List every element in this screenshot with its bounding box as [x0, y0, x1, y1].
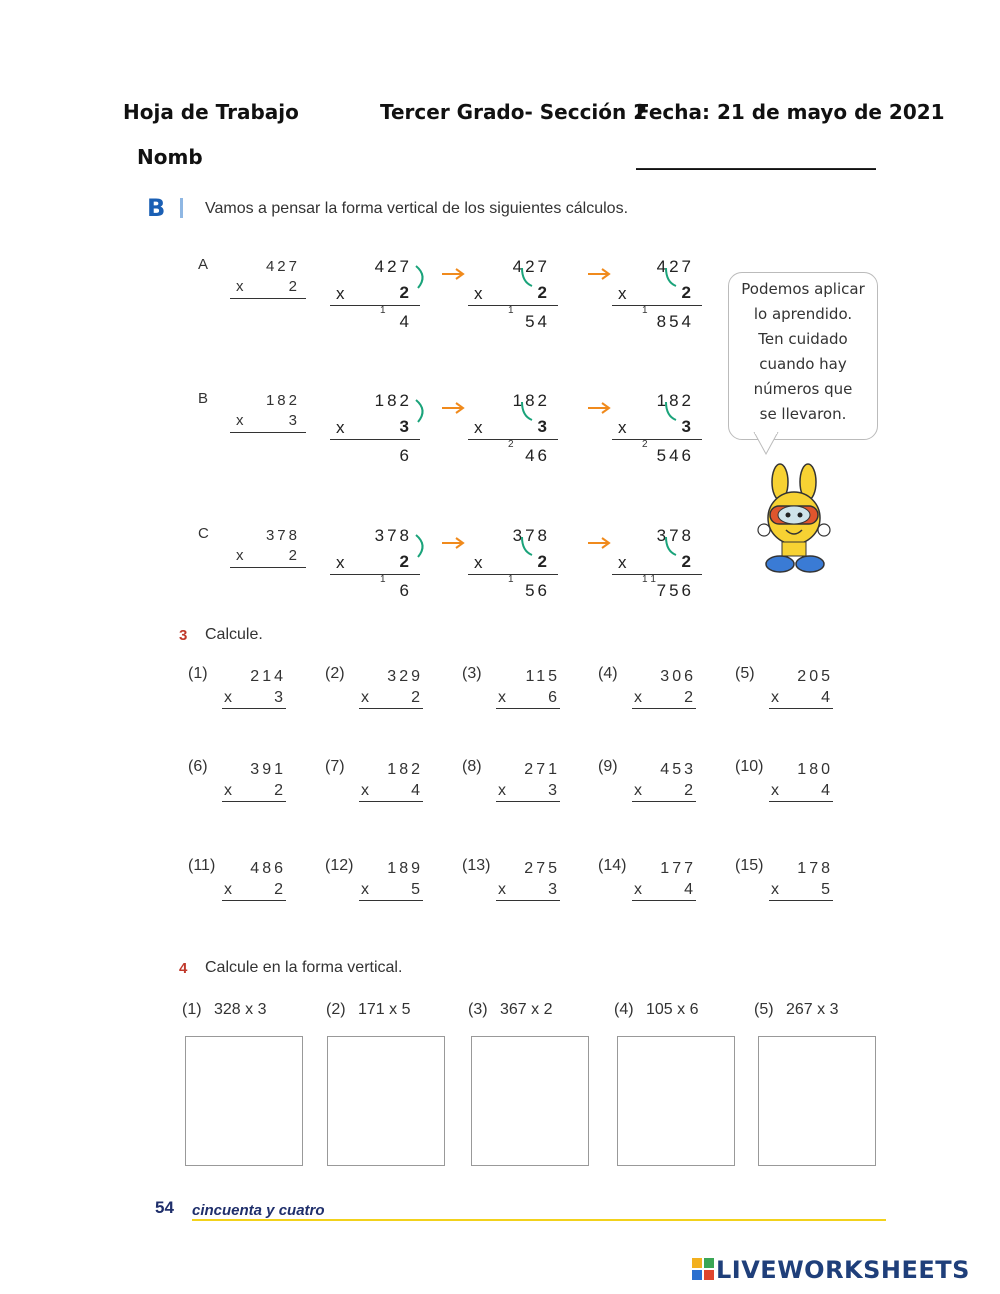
section-4-number: 4 — [179, 960, 188, 977]
x-sign: x — [361, 689, 369, 706]
example-underline — [230, 567, 306, 568]
x-sign: x — [618, 418, 627, 437]
answer-box[interactable] — [758, 1036, 876, 1166]
example-label: C — [198, 525, 209, 542]
problem-label: (4) — [598, 665, 618, 682]
problem-multiplier: 6 — [548, 689, 560, 706]
x-sign: x — [236, 278, 244, 295]
step-underline — [330, 574, 420, 575]
calc-problem — [188, 665, 298, 715]
problem-label: (12) — [325, 857, 354, 874]
problem-label: (1) — [188, 665, 208, 682]
step-multiplier: 2 — [537, 552, 550, 571]
footer-line — [192, 1219, 886, 1221]
calc-problem — [598, 857, 708, 907]
step-multiplier: 3 — [399, 417, 412, 436]
calc-problem — [462, 665, 572, 715]
step-multiplier: 2 — [537, 283, 550, 302]
problem-label: (2) — [325, 665, 345, 682]
bubble-line: Podemos aplicar — [741, 280, 865, 298]
carry-arrow-icon — [412, 531, 434, 561]
name-line[interactable]: ________________________ — [636, 146, 876, 170]
carry-digit: 1 1 — [642, 574, 656, 585]
bubble-line: Ten cuidado — [758, 330, 848, 348]
problem-multiplier: 3 — [274, 689, 286, 706]
problem-label: (15) — [735, 857, 764, 874]
x-sign: x — [224, 782, 232, 799]
next-step-arrow-icon — [586, 402, 616, 414]
problem-top-number: 391 — [250, 761, 286, 778]
problem-multiplier: 2 — [684, 782, 696, 799]
problem-multiplier: 2 — [684, 689, 696, 706]
problem-top-number: 486 — [250, 860, 286, 877]
step-result: 4 — [399, 312, 412, 331]
problem-multiplier: 2 — [274, 782, 286, 799]
step-multiplier: 2 — [681, 283, 694, 302]
x-sign: x — [498, 782, 506, 799]
problem-multiplier: 2 — [411, 689, 423, 706]
example-label: B — [198, 390, 209, 407]
calc-problem — [188, 758, 298, 808]
carry-arrow-icon — [516, 396, 538, 426]
x-sign: x — [771, 881, 779, 898]
problem-multiplier: 4 — [684, 881, 696, 898]
problem-label: (13) — [462, 857, 491, 874]
problem-top-number: 180 — [797, 761, 833, 778]
problem-underline — [769, 708, 833, 709]
x-sign: x — [336, 418, 345, 437]
problem-multiplier: 4 — [821, 689, 833, 706]
problem-top-number: 189 — [387, 860, 423, 877]
problem-multiplier: 2 — [274, 881, 286, 898]
step-top-number: 182 — [374, 391, 412, 410]
bubble-tail — [752, 432, 782, 458]
calc-problem — [735, 758, 845, 808]
carry-arrow-icon — [412, 262, 434, 292]
step-top-number: 182 — [512, 391, 550, 410]
x-sign: x — [498, 881, 506, 898]
step-top-number: 378 — [512, 526, 550, 545]
carry-arrow-icon — [412, 396, 434, 426]
calc-problem — [735, 665, 845, 715]
problem-top-number: 306 — [660, 668, 696, 685]
example-top-number: 378 — [265, 527, 300, 544]
section-b-instruction: Vamos a pensar la forma vertical de los siguientes cálculos. — [205, 200, 629, 217]
x-sign: x — [771, 689, 779, 706]
page-number: 54 — [155, 1198, 174, 1217]
problem-underline — [496, 801, 560, 802]
bubble-line: cuando hay — [759, 355, 847, 373]
step-result: 46 — [525, 446, 550, 465]
section-4-instruction: Calcule en la forma vertical. — [205, 959, 403, 976]
step-top-number: 378 — [656, 526, 694, 545]
problem-underline — [632, 708, 696, 709]
bubble-line: se llevaron. — [759, 405, 847, 423]
problem-top-number: 271 — [524, 761, 560, 778]
example-multiplier: 3 — [288, 412, 300, 429]
problem-top-number: 115 — [525, 668, 560, 685]
date: Fecha: 21 de mayo de 2021 — [636, 100, 945, 124]
step-result: 546 — [656, 446, 694, 465]
problem-expression: 328 x 3 — [214, 1001, 267, 1018]
carry-digit: 2 — [642, 439, 648, 450]
problem-label: (1) — [182, 1001, 202, 1018]
calc-problem — [735, 857, 845, 907]
answer-box[interactable] — [617, 1036, 735, 1166]
problem-underline — [222, 900, 286, 901]
example-label: A — [198, 256, 209, 273]
example-top-number: 427 — [265, 258, 300, 275]
section-3-instruction: Calcule. — [205, 626, 263, 643]
x-sign: x — [634, 689, 642, 706]
next-step-arrow-icon — [440, 537, 470, 549]
problem-top-number: 205 — [797, 668, 833, 685]
x-sign: x — [224, 881, 232, 898]
section-3-number: 3 — [179, 627, 188, 644]
x-sign: x — [474, 284, 483, 303]
x-sign: x — [474, 418, 483, 437]
example-underline — [230, 298, 306, 299]
worksheet-title: Hoja de Trabajo — [123, 100, 299, 124]
section-b-letter: B — [147, 194, 166, 222]
problem-label: (5) — [754, 1001, 774, 1018]
calc-problem — [598, 758, 708, 808]
step-result: 6 — [399, 581, 412, 600]
next-step-arrow-icon — [586, 268, 616, 280]
carry-digit: 1 — [508, 574, 514, 585]
problem-label: (11) — [188, 857, 216, 874]
problem-underline — [222, 708, 286, 709]
calc-problem — [325, 857, 435, 907]
carry-arrow-icon — [516, 262, 538, 292]
carry-arrow-icon — [516, 531, 538, 561]
hint-speech-bubble — [728, 272, 878, 440]
problem-multiplier: 4 — [821, 782, 833, 799]
calc-problem — [325, 758, 435, 808]
step-top-number: 427 — [374, 257, 412, 276]
problem-label: (7) — [325, 758, 345, 775]
x-sign: x — [224, 689, 232, 706]
next-step-arrow-icon — [586, 537, 616, 549]
step-multiplier: 3 — [537, 417, 550, 436]
problem-top-number: 453 — [660, 761, 696, 778]
mascot-character-icon — [752, 460, 836, 580]
problem-label: (2) — [326, 1001, 346, 1018]
problem-underline — [769, 801, 833, 802]
problem-label: (3) — [468, 1001, 488, 1018]
x-sign: x — [336, 284, 345, 303]
step-multiplier: 2 — [399, 283, 412, 302]
x-sign: x — [618, 553, 627, 572]
step-result: 854 — [656, 312, 694, 331]
problem-label: (4) — [614, 1001, 634, 1018]
calc-problem — [462, 857, 572, 907]
problem-multiplier: 4 — [411, 782, 423, 799]
problem-top-number: 214 — [250, 668, 286, 685]
carry-digit: 1 — [508, 305, 514, 316]
problem-top-number: 182 — [387, 761, 423, 778]
calc-problem — [598, 665, 708, 715]
problem-underline — [359, 801, 423, 802]
x-sign: x — [498, 689, 506, 706]
problem-label: (8) — [462, 758, 482, 775]
problem-multiplier: 3 — [548, 881, 560, 898]
calc-problem — [462, 758, 572, 808]
problem-underline — [632, 801, 696, 802]
problem-multiplier: 3 — [548, 782, 560, 799]
step-multiplier: 2 — [681, 552, 694, 571]
step-top-number: 427 — [656, 257, 694, 276]
next-step-arrow-icon — [440, 402, 470, 414]
x-sign: x — [771, 782, 779, 799]
problem-label: (9) — [598, 758, 618, 775]
carry-digit: 1 — [380, 574, 386, 585]
calc-problem — [325, 665, 435, 715]
step-result: 756 — [656, 581, 694, 600]
problem-underline — [769, 900, 833, 901]
step-top-number: 427 — [512, 257, 550, 276]
step-multiplier: 3 — [681, 417, 694, 436]
problem-top-number: 329 — [387, 668, 423, 685]
x-sign: x — [634, 782, 642, 799]
carry-digit: 1 — [380, 305, 386, 316]
problem-expression: 105 x 6 — [646, 1001, 699, 1018]
problem-underline — [222, 801, 286, 802]
step-result: 54 — [525, 312, 550, 331]
problem-underline — [359, 900, 423, 901]
example-top-number: 182 — [265, 392, 300, 409]
carry-arrow-icon — [660, 262, 682, 292]
x-sign: x — [361, 782, 369, 799]
carry-arrow-icon — [660, 396, 682, 426]
step-underline — [612, 574, 702, 575]
x-sign: x — [361, 881, 369, 898]
problem-multiplier: 5 — [411, 881, 423, 898]
carry-arrow-icon — [660, 531, 682, 561]
problem-label: (6) — [188, 758, 208, 775]
x-sign: x — [618, 284, 627, 303]
step-underline — [612, 439, 702, 440]
step-multiplier: 2 — [399, 552, 412, 571]
name-label: Nomb — [137, 145, 203, 169]
example-multiplier: 2 — [288, 547, 300, 564]
x-sign: x — [236, 412, 244, 429]
x-sign: x — [634, 881, 642, 898]
problem-expression: 171 x 5 — [358, 1001, 411, 1018]
answer-box[interactable] — [471, 1036, 589, 1166]
bubble-line: números que — [753, 380, 853, 398]
page-number-words: cincuenta y cuatro — [192, 1202, 325, 1219]
problem-top-number: 178 — [797, 860, 833, 877]
section-b-divider — [180, 198, 183, 218]
problem-underline — [632, 900, 696, 901]
carry-digit: 1 — [642, 305, 648, 316]
problem-underline — [496, 708, 560, 709]
example-multiplier: 2 — [288, 278, 300, 295]
answer-box[interactable] — [327, 1036, 445, 1166]
next-step-arrow-icon — [440, 268, 470, 280]
answer-box[interactable] — [185, 1036, 303, 1166]
step-top-number: 182 — [656, 391, 694, 410]
problem-top-number: 177 — [660, 860, 696, 877]
x-sign: x — [474, 553, 483, 572]
grade-section: Tercer Grado- Sección 2 — [380, 100, 648, 124]
step-top-number: 378 — [374, 526, 412, 545]
problem-label: (5) — [735, 665, 755, 682]
x-sign: x — [336, 553, 345, 572]
bubble-line: lo aprendido. — [753, 305, 853, 323]
problem-underline — [359, 708, 423, 709]
problem-top-number: 275 — [524, 860, 560, 877]
calc-problem — [188, 857, 298, 907]
liveworksheets-brand: LIVEWORKSHEETS — [716, 1256, 970, 1284]
problem-label: (3) — [462, 665, 482, 682]
carry-digit: 2 — [508, 439, 514, 450]
problem-underline — [496, 900, 560, 901]
problem-label: (14) — [598, 857, 627, 874]
step-underline — [330, 439, 420, 440]
problem-expression: 267 x 3 — [786, 1001, 839, 1018]
example-underline — [230, 432, 306, 433]
problem-label: (10) — [735, 758, 764, 775]
problem-multiplier: 5 — [821, 881, 833, 898]
step-result: 6 — [399, 446, 412, 465]
step-underline — [330, 305, 420, 306]
x-sign: x — [236, 547, 244, 564]
liveworksheets-grid-icon — [692, 1258, 714, 1280]
step-result: 56 — [525, 581, 550, 600]
step-underline — [612, 305, 702, 306]
problem-expression: 367 x 2 — [500, 1001, 553, 1018]
